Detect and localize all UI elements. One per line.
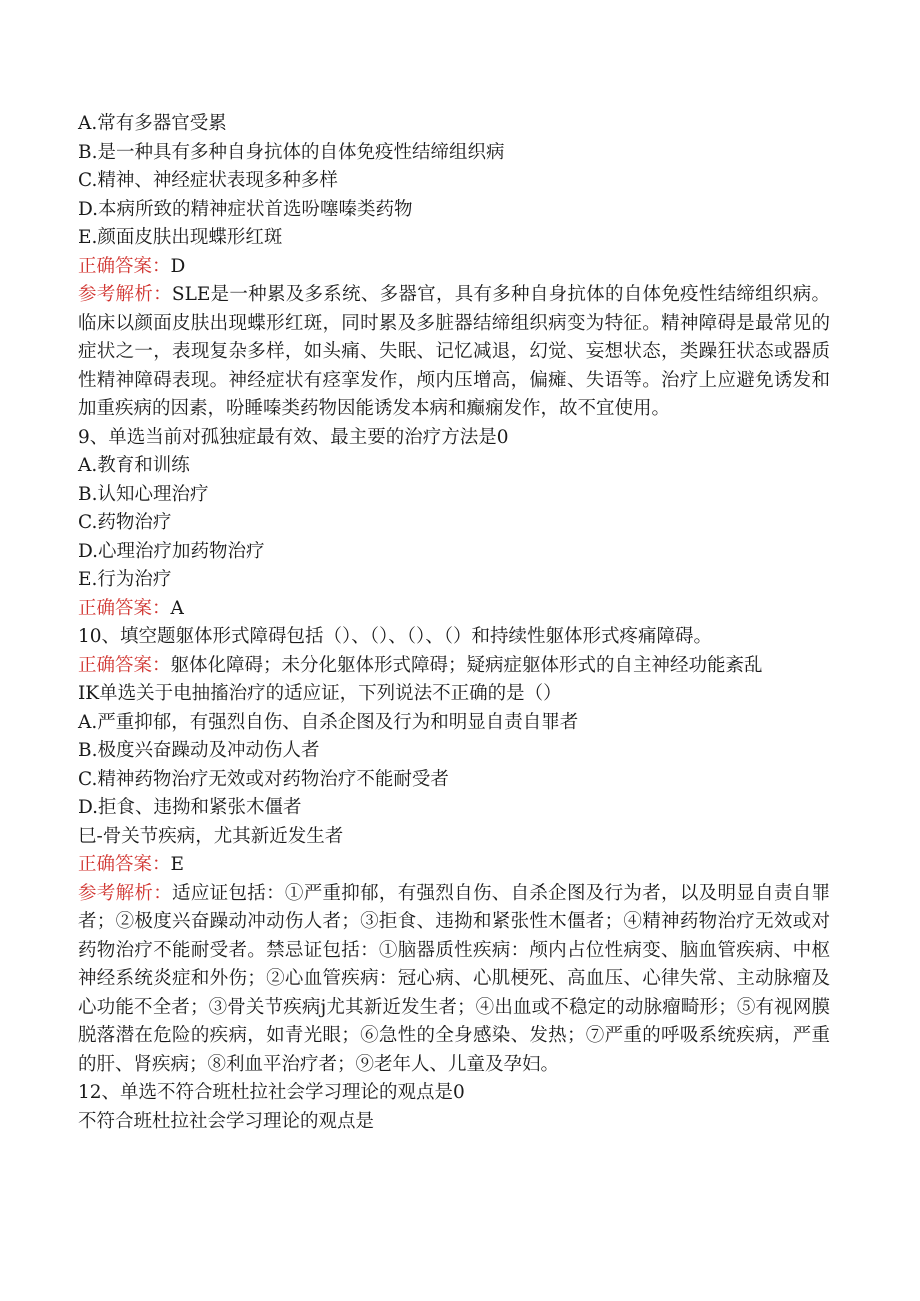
q8-option-e: E.颜面皮肤出现蝶形红斑	[78, 227, 283, 248]
q9-option-b: B.认知心理治疗	[78, 483, 209, 505]
answer-value: D	[170, 255, 186, 277]
q9-option-e: E.行为治疗	[78, 569, 172, 590]
q9-option-a: A.教育和训练	[78, 455, 190, 476]
q8-option-c: C.精神、神经症状表现多种多样	[78, 170, 338, 191]
q11-option-c: C.精神药物治疗无效或对药物治疗不能耐受者	[78, 768, 449, 790]
q11-analysis	[78, 880, 830, 1080]
q11-option-e: 巳-骨关节疾病，尤其新近发生者	[78, 825, 344, 847]
answer-label: 正确答案：	[78, 255, 171, 277]
q10-answer	[78, 652, 830, 681]
q10-question: 10、填空题躯体形式障碍包括（）、（）、（）、（）和持续性躯体形式疼痛障碍。	[78, 626, 713, 647]
analysis-text: 适应证包括：①严重抑郁，有强烈自伤、自杀企图及行为者，以及明显自责自罪者；②极度兴奋躁动冲动伤人者；③拒食、违拗和紧张性木僵者；④精神药物治疗无效或对药物治疗不能耐受者。禁忌证包括：①脑器质性疾病：颅内占位性病变、脑血管疾病、中枢神经系统炎症和外伤；②心血管疾病：冠心病、心肌梗死、高血压、心律失常、主动脉瘤及心功能不全者；③骨关节疾病j尤其新近发生者；④出血或不稳定的动脉瘤畸形；⑤有视网膜脱落潜在危险的疾病，如青光眼；⑥急性的全身感染、发热；⑦严重的呼吸系统疾病，严重的肝、肾疾病；⑧利血平治疗者；⑨老年人、儿童及孕妇。	[78, 882, 830, 1075]
q9-answer	[78, 595, 830, 624]
q8-analysis	[78, 281, 830, 424]
q12-stem: 不符合班杜拉社会学习理论的观点是	[78, 1110, 375, 1132]
q8-option-b: B.是一种具有多种自身抗体的自体免疫性结缔组织病	[78, 141, 505, 163]
analysis-label: 参考解析：	[78, 284, 172, 305]
q9-option-c: C.药物治疗	[78, 512, 172, 533]
q11-answer	[78, 851, 830, 880]
q8-answer	[78, 253, 830, 282]
q11-question: IK单选关于电抽搐治疗的适应证，下列说法不正确的是（）	[78, 683, 562, 704]
answer-label: 正确答案：	[78, 597, 171, 619]
analysis-label: 参考解析：	[78, 882, 173, 904]
q8-option-d: D.本病所致的精神症状首选吩噻嗪类药物	[78, 198, 413, 220]
answer-value: 躯体化障碍；未分化躯体形式障碍；疑病症躯体形式的自主神经功能紊乱	[170, 654, 763, 676]
q9-question: 9、单选当前对孤独症最有效、最主要的治疗方法是0	[78, 426, 509, 448]
q11-option-a: A.严重抑郁，有强烈自伤、自杀企图及行为和明显自责自罪者	[78, 711, 579, 733]
q9-option-d: D.心理治疗加药物治疗	[78, 540, 265, 562]
document-page	[78, 110, 830, 1136]
answer-value: E	[170, 854, 185, 875]
analysis-text: SLE是一种累及多系统、多器官，具有多种自身抗体的自体免疫性结缔组织病。临床以颜面皮肤出现蝶形红斑，同时累及多脏器结缔组织病变为特征。精神障碍是最常见的症状之一，表现复杂多样，如头痛、失眠、记忆减退，幻觉、妄想状态，类躁狂状态或器质性精神障碍表现。神经症状有痉挛发作，颅内压增高，偏瘫、失语等。治疗上应避免诱发和加重疾病的因素，吩睡嗪类药物因能诱发本病和癫痫发作，故不宜使用。	[78, 284, 830, 419]
answer-value: A	[170, 597, 184, 619]
answer-label: 正确答案：	[78, 854, 171, 875]
q8-option-a: A.常有多器官受累	[78, 113, 227, 134]
q11-option-b: B.极度兴奋躁动及冲动伤人者	[78, 740, 320, 761]
answer-label: 正确答案：	[78, 654, 171, 676]
q12-question: 12、单选不符合班杜拉社会学习理论的观点是0	[78, 1082, 465, 1103]
q11-option-d: D.拒食、违拗和紧张木僵者	[78, 797, 302, 818]
